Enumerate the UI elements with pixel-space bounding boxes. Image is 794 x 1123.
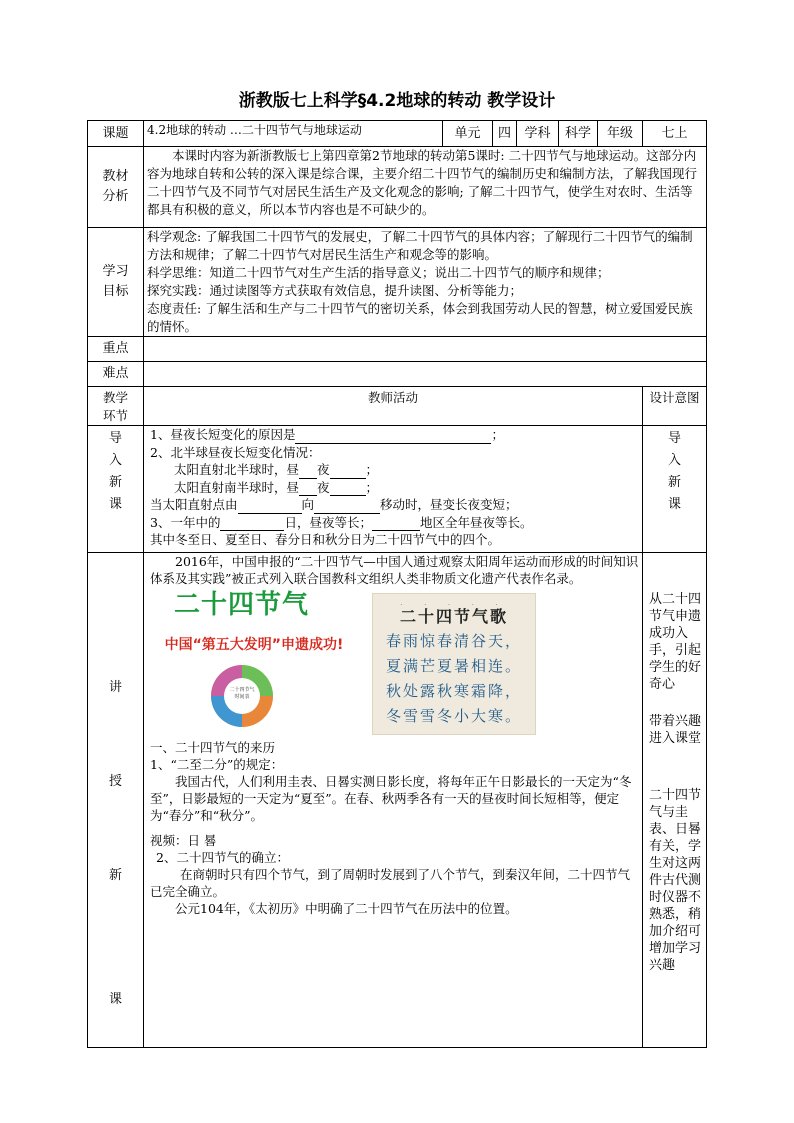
intro-stage-char: 导: [108, 431, 122, 446]
topic-value: 4.2地球的转动 …二十四节气与地球运动: [144, 121, 443, 147]
intent-interest: 带着兴趣进入课堂: [649, 714, 702, 746]
objectives-text: [144, 228, 707, 337]
image-row: [150, 590, 639, 735]
taichu-paragraph: 公元104年，《太初历》中明确了二十四节气在历法中的位置。: [175, 901, 518, 916]
objectives-row: [88, 228, 707, 337]
design-intent-header: 设计意图: [643, 387, 707, 426]
intro-stage-char: 入: [108, 453, 122, 468]
q2b-night: 夜: [317, 479, 330, 495]
difficulty-label: 难点: [88, 362, 144, 387]
intro-stage: [88, 426, 144, 553]
stage-header-line1: 教学: [102, 390, 128, 405]
section-header-row: [88, 387, 707, 426]
q1-blank: [295, 429, 491, 444]
objective-line: 探究实践：通过读图等方式获取有效信息，提升读图、分析等能力；: [147, 283, 523, 298]
intro-intent-char: 入: [667, 453, 681, 468]
q2-text: 2、北半球昼夜长短变化情况：: [150, 444, 321, 460]
establish-paragraph: 在商朝时只有四个节气，到了周朝时发展到了八个节气，到秦汉年间，二十四节气已完全确立。: [150, 867, 631, 899]
q2a-night: 夜: [317, 462, 330, 477]
song-line: 夏满芒夏暑相连。: [385, 657, 522, 675]
q2b-end: ；: [365, 479, 379, 495]
analysis-label-line2: 分析: [102, 189, 129, 204]
q2c-text: 当太阳直射点由: [150, 497, 238, 512]
intro-stage-char: 新: [108, 475, 122, 490]
song-line: 秋处露秋寒霜降，: [385, 682, 522, 700]
song-line: 冬雪雪冬小大寒。: [385, 707, 522, 725]
key-point-value: [144, 337, 707, 362]
video-label: 视频：日 晷: [150, 833, 217, 848]
intro-intent-char: 导: [667, 431, 681, 446]
q2c-blank-from: [238, 499, 302, 514]
lesson-plan-table: [87, 120, 707, 1048]
poster-title: 二十四节气: [174, 590, 310, 620]
intro-intent-char: 新: [667, 475, 681, 490]
heritage-poster: [150, 590, 358, 731]
key-point-label: 重点: [88, 337, 144, 362]
section-heading-origin: 一、二十四节气的来历: [150, 740, 276, 755]
stage-header: [88, 387, 144, 426]
subject-label: 学科: [517, 121, 559, 147]
q2c-end: 移动时，昼变长夜变短；: [380, 497, 518, 512]
analysis-row: [88, 147, 707, 228]
subsection-heading-establish: 2、二十四节气的确立：: [156, 850, 289, 865]
key-point-row: [88, 337, 707, 362]
q3-blank-area: [372, 516, 420, 531]
q2a-text: 太阳直射北半球时，昼: [174, 462, 300, 477]
intro-note: 其中冬至日、夏至日、春分日和秋分日为二十四节气中的四个。: [150, 532, 501, 547]
q1-text: 1、昼夜长短变化的原因是: [150, 427, 296, 442]
subject-value: 科学: [559, 121, 598, 147]
difficulty-value: [144, 362, 707, 387]
q2a-blank-day: [299, 464, 317, 479]
lecture-stage-char: 授: [108, 774, 122, 789]
objective-line: 科学观念: 了解我国二十四节气的发展史，了解二十四节气的具体内容；了解现行二十四节气的编制方法和规律；了解二十四节气对居民生活生产和观念等的影响。: [147, 229, 693, 262]
intro-intent-char: 课: [667, 497, 681, 512]
q1-end: ；: [491, 427, 504, 442]
intent-instruments: 二十四节气与圭表、日晷有关，学生对这两件古代测时仪器不熟悉，稍加介绍可增加学习兴趣: [649, 788, 702, 973]
solstice-paragraph: 我国古代，人们利用圭表、日晷实测日影长度，将每年正午日影最长的一天定为“冬至”，日影最短的一天定为“夏至”。在春、秋两季各有一天的昼夜时间长短相等，便定为“春分”和“秋分”。: [150, 774, 632, 823]
objectives-label-line2: 目标: [102, 284, 129, 299]
intro-row: [88, 426, 707, 553]
q2c-to: 向: [301, 497, 315, 512]
q2a-end: ；: [365, 462, 379, 477]
q2b-text: 太阳直射南半球时，昼: [174, 479, 300, 495]
q2c-blank-to: [314, 499, 380, 514]
analysis-paragraph: 本课时内容为新浙教版七上第四章第2节地球的转动第5课时: 二十四节气与地球运动。这部分内容为地球自转和公转的深入课是综合课，主要介绍二十四节气的编制历史和编制方法，了解我国现行二十四节气及不同节气对居民生活生产及文化观念的影响; 了解二十四节气，使学生对农时、生活等都具有积极的意义，所以本节内容也是不可缺少的。: [147, 148, 698, 217]
q2b-blank-day: [299, 481, 317, 496]
q3-end: 地区全年昼夜等长。: [419, 514, 533, 530]
lecture-stage-char: 新: [108, 868, 122, 883]
analysis-label-line1: 教材: [102, 169, 129, 184]
intro-activity: [144, 426, 643, 553]
q3-blank-day: [220, 516, 284, 531]
page-title: 浙教版七上科学§4.2地球的转动 教学设计: [238, 91, 556, 111]
lecture-activity: [144, 553, 643, 1048]
objective-line: 态度责任: 了解生活和生产与二十四节气的密切关系，体会到我国劳动人民的智慧，树立爱国爱民族的情怀。: [147, 301, 693, 334]
analysis-text: [144, 147, 707, 228]
stage-header-line2: 环节: [102, 408, 128, 423]
difficulty-row: [88, 362, 707, 387]
analysis-label: [88, 147, 144, 228]
intro-intent: [643, 426, 707, 553]
intro-stage-char: 课: [108, 497, 122, 512]
lecture-stage-char: 讲: [108, 680, 122, 695]
lecture-intro-paragraph: 2016年，中国申报的“二十四节气—中国人通过观察太阳周年运动而形成的时间知识体系及其实践”被正式列入联合国教科文组织人类非物质文化遗产代表作名录。: [150, 554, 639, 586]
objective-line: 科学思维：知道二十四节气对生产生活的指导意义；说出二十四节气的顺序和规律；: [147, 265, 610, 280]
topic-label: 课题: [88, 121, 144, 147]
song-title: 二十四节气歌: [399, 607, 508, 626]
wheel-center-label: 二十四节气时间表: [229, 687, 255, 700]
lecture-row: [88, 553, 707, 1048]
lecture-stage: [88, 553, 144, 1048]
lecture-stage-char: 课: [108, 992, 122, 1007]
q3-mid: 日，昼夜等长；: [284, 514, 372, 530]
poster-subtitle: 中国“第五大发明”申遗成功!: [164, 637, 344, 653]
q3-text: 3、一年中的: [150, 514, 221, 530]
grade-value: 七上: [643, 121, 707, 147]
song-pinyin-decoration: · · · · ·: [400, 602, 508, 609]
lecture-intent: [643, 553, 707, 1048]
subsection-heading-solstice: 1、“二至二分”的规定：: [150, 757, 284, 772]
unit-value: 四: [493, 121, 517, 147]
q2a-blank-night: [330, 464, 366, 479]
teacher-activity-header: 教师活动: [144, 387, 643, 426]
solar-terms-song-image: [372, 593, 536, 735]
unit-label: 单元: [443, 121, 493, 147]
song-line: 春雨惊春清谷天，: [385, 632, 522, 650]
header-row: [88, 121, 707, 147]
intent-heritage: 从二十四节气申遗成功入手，引起学生的好奇心: [649, 592, 702, 692]
q2b-blank-night: [330, 481, 366, 496]
grade-label: 年级: [598, 121, 643, 147]
objectives-label: [88, 228, 144, 337]
objectives-label-line1: 学习: [102, 264, 129, 279]
